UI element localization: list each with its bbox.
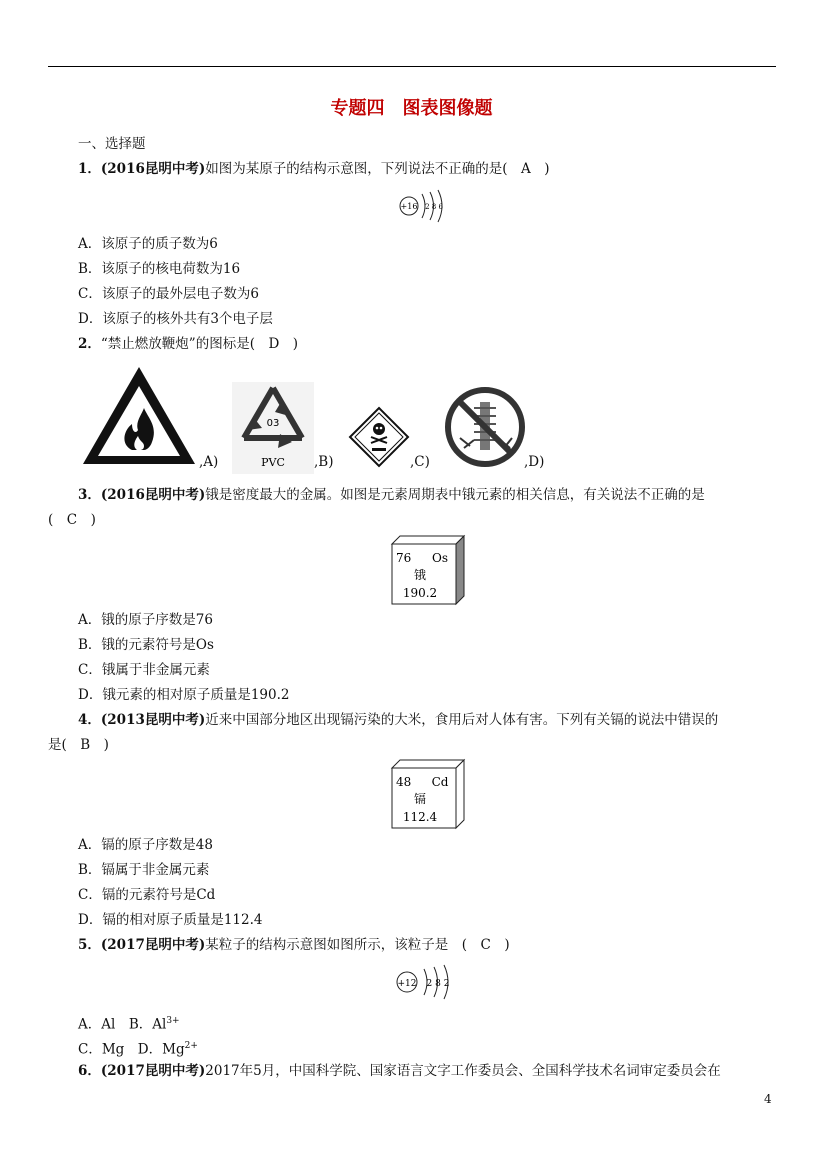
q3-option-d: D．锇元素的相对原子质量是190.2: [78, 687, 290, 703]
section-heading: 一、选择题: [78, 136, 146, 152]
question-source: (2016昆明中考): [100, 487, 206, 503]
question-text: 2017年5月，中国科学院、国家语言文字工作委员会、全国科学技术名词审定委员会在: [205, 1063, 721, 1079]
q3-option-a: A．锇的原子序数是76: [78, 612, 213, 628]
q3-option-b: B．锇的元素符号是Os: [78, 637, 214, 653]
question-text: 锇是密度最大的金属。如图是元素周期表中锇元素的相关信息，有关说法不正确的是: [205, 487, 705, 503]
element-symbol: Os: [432, 551, 448, 565]
q4-answer: 是( B ): [48, 737, 109, 753]
page-number: 4: [764, 1092, 772, 1106]
q5-option-ab-text: A．Al B．Al: [78, 1016, 167, 1033]
recycle-pvc-icon: [232, 382, 314, 474]
flammable-warning-icon: [80, 364, 198, 468]
question-text: 某粒子的结构示意图如图所示，该粒子是 ( C ): [205, 937, 510, 953]
question-2: [78, 335, 298, 353]
shell-electrons: 2 8 2: [426, 979, 450, 989]
q1-option-b: B．该原子的核电荷数为16: [78, 261, 241, 277]
element-name: 镉: [413, 792, 427, 806]
q4-option-a: A．镉的原子序数是48: [78, 837, 213, 853]
question-3: [78, 486, 705, 504]
question-source: (2016昆明中考): [100, 161, 206, 177]
atom-structure-diagram-1: [398, 188, 454, 224]
q1-option-a: A．该原子的质子数为6: [78, 236, 218, 252]
charge-superscript: 3+: [166, 1016, 180, 1026]
q3-option-c: C．锇属于非金属元素: [78, 662, 210, 678]
question-source: (2013昆明中考): [100, 712, 206, 728]
element-card-os: [390, 534, 466, 606]
question-number: 6．: [78, 1063, 101, 1079]
nucleus-label: +16: [400, 202, 418, 211]
q4-option-d: D．镉的相对原子质量是112.4: [78, 912, 263, 928]
element-symbol: Cd: [431, 775, 449, 789]
element-mass: 190.2: [402, 586, 438, 600]
question-text: 如图为某原子的结构示意图，下列说法不正确的是( A ): [205, 161, 550, 177]
q3-answer: ( C ): [48, 512, 96, 528]
q1-option-c: C．该原子的最外层电子数为6: [78, 286, 259, 302]
atom-structure-diagram-5: [394, 962, 460, 1002]
header-rule: [48, 66, 776, 67]
shell-electrons: 2 8 6: [425, 203, 443, 211]
question-text: “禁止燃放鞭炮”的图标是( D ): [100, 336, 299, 352]
recycle-material: PVC: [261, 456, 285, 469]
question-number: 1．: [78, 161, 101, 177]
element-card-cd: [390, 758, 466, 830]
nucleus-label: +12: [397, 979, 417, 989]
page-title: 专题四 图表图像题: [330, 98, 493, 119]
element-name: 锇: [413, 568, 427, 582]
q4-option-b: B．镉属于非金属元素: [78, 862, 210, 878]
q1-option-d: D．该原子的核外共有3个电子层: [78, 311, 273, 327]
toxic-warning-icon: [348, 406, 410, 468]
question-1: [78, 160, 550, 178]
sign-label-c: ,C): [410, 454, 430, 470]
q5-option-cd-text: C．Mg D．Mg: [78, 1041, 185, 1058]
question-source: (2017昆明中考): [100, 1063, 206, 1079]
question-source: (2017昆明中考): [100, 937, 206, 953]
question-number: 4．: [78, 712, 101, 728]
sign-label-a: ,A): [199, 454, 219, 470]
q5-options-cd: [78, 1037, 198, 1059]
question-6: [78, 1062, 721, 1080]
no-firecrackers-icon: [444, 386, 526, 468]
sign-label-d: ,D): [524, 454, 545, 470]
question-number: 5．: [78, 937, 101, 953]
question-5: [78, 936, 510, 954]
recycle-code: 03: [266, 418, 280, 429]
q4-option-c: C．镉的元素符号是Cd: [78, 887, 216, 903]
question-4: [78, 711, 718, 729]
sign-label-b: ,B): [314, 454, 334, 470]
element-number: 48: [396, 775, 412, 789]
question-number: 2．: [78, 336, 101, 352]
q5-options-ab: [78, 1012, 180, 1034]
question-number: 3．: [78, 487, 101, 503]
charge-superscript: 2+: [184, 1041, 198, 1051]
element-mass: 112.4: [402, 810, 438, 824]
question-text: 近来中国部分地区出现镉污染的大米，食用后对人体有害。下列有关镉的说法中错误的: [205, 712, 719, 728]
element-number: 76: [396, 551, 412, 565]
